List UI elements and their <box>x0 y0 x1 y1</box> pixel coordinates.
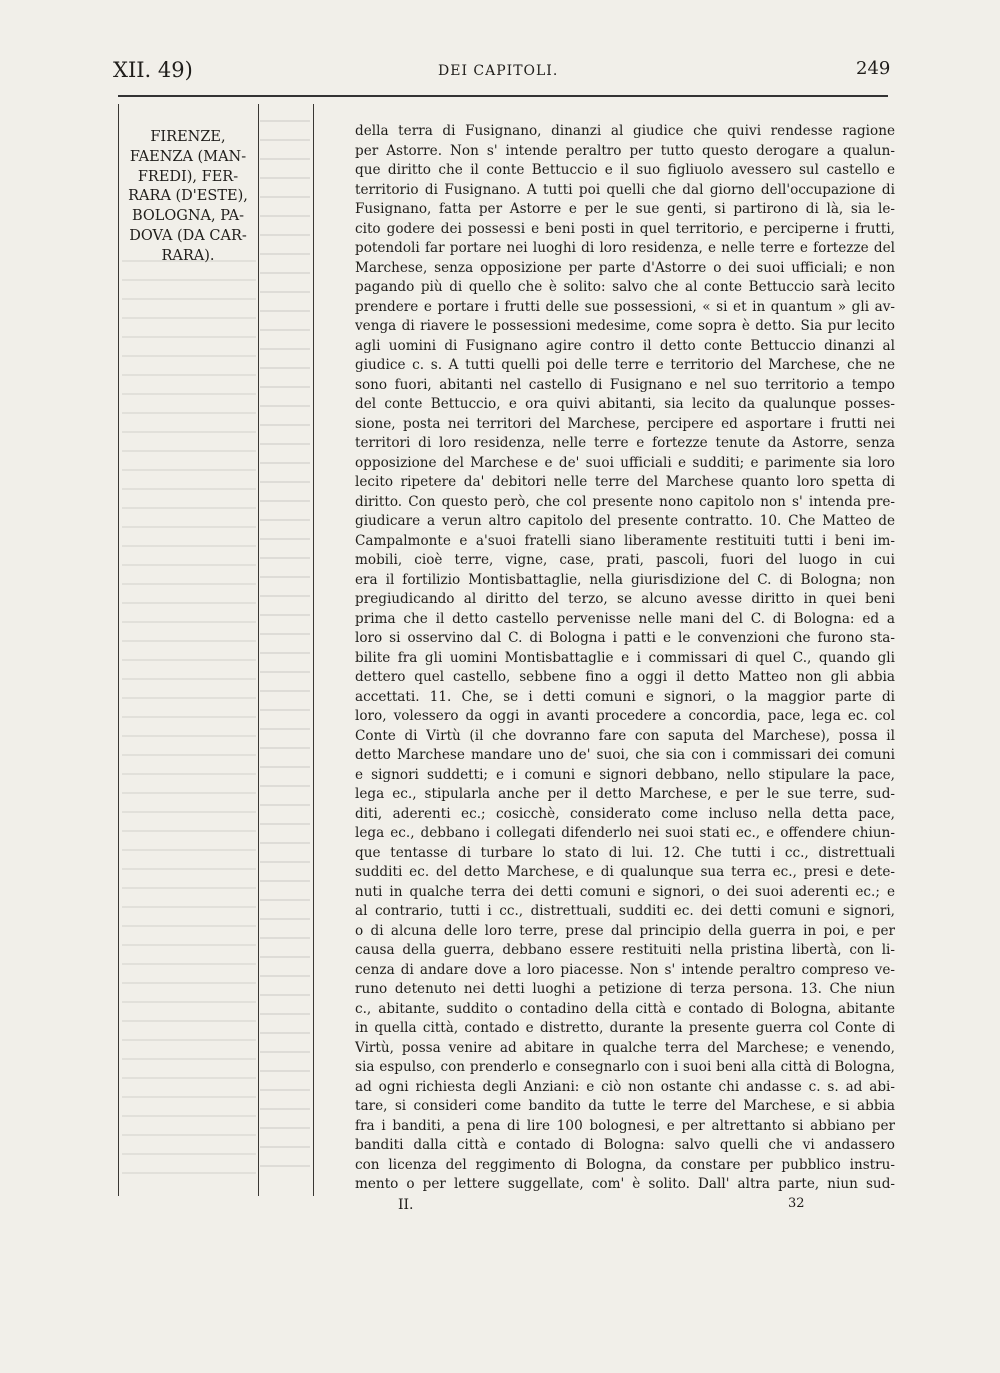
chapter-reference: XII. 49) <box>113 58 193 82</box>
sidenote-line: RARA (D'ESTE), <box>128 188 248 205</box>
text-line: c., abitante, suddito o contadino della città e contado di Bologna, abitante <box>355 1000 895 1017</box>
text-line: territorio di Fusignano. A tutti poi quelli che dal giorno dell'occupazione di <box>355 181 895 198</box>
text-line: con licenza del reggimento di Bologna, da constare per pubblico instru- <box>355 1156 895 1173</box>
text-line: prendere e portare i frutti delle sue possessioni, « si et in quantum » gli av- <box>355 298 895 315</box>
text-line: Marchese, senza opposizione per parte d'Astorre o dei suoi ufficiali; e non <box>355 259 895 276</box>
text-line: cenza di andare dove a loro piacesse. Non s' intende peraltro compreso ve- <box>355 961 895 978</box>
sidenote-line: FREDI), FER- <box>137 168 239 185</box>
running-title: DEI CAPITOLI. <box>438 63 559 79</box>
text-line: accettati. 11. Che, se i detti comuni e signori, o la maggior parte di <box>355 688 895 705</box>
text-line: que tentasse di turbare lo stato di lui. 12. Che tutti i cc., distrettuali <box>355 844 895 861</box>
text-line: in quella città, contado e distretto, durante la presente guerra col Conte di <box>355 1020 895 1036</box>
column-rule-right <box>313 104 314 1196</box>
text-line: per Astorre. Non s' intende peraltro per tutto questo derogare a qualun- <box>355 142 895 159</box>
page-number: 249 <box>856 58 891 79</box>
bleed-through-shadow <box>122 260 256 1190</box>
text-line: lega ec., stipularla anche per il detto Marchese, e per le sue terre, sud- <box>355 786 895 802</box>
text-line: Fusignano, fatta per Astorre e per le sue genti, si partirono di là, sia le- <box>355 201 895 217</box>
column-rule-left <box>118 104 119 1196</box>
text-line: lecito ripetere da' debitori nelle terre del Marchese quanto loro spetta di <box>355 474 895 490</box>
text-line: venga di riavere le possessioni medesime, come sopra è detto. Sia pur lecito <box>355 318 895 334</box>
text-line: sudditi ec. del detto Marchese, e di qualunque sua terra ec., presi e dete- <box>355 864 895 880</box>
text-line: detto Marchese mandare uno de' suoi, che sia con i commissari dei comuni <box>355 747 895 763</box>
text-line: del conte Bettuccio, e ora quivi abitanti, sia lecito da qualunque posses- <box>355 396 895 412</box>
sidenote-line: FAENZA (MAN- <box>129 148 247 165</box>
text-line: potendoli far portare nei luoghi di loro residenza, e nelle terre e fortezze del <box>355 240 895 256</box>
volume-signature: II. <box>398 1197 414 1213</box>
text-line: mento o per lettere suggellate, com' è solito. Dall' altra parte, niun sud- <box>355 1176 895 1192</box>
text-line: Virtù, possa venire ad abitare in qualche terra del Marchese; e venendo, <box>355 1039 895 1056</box>
body-text <box>355 122 895 1195</box>
sidenote-line: BOLOGNA, PA- <box>131 208 245 225</box>
text-line: al contrario, tutti i cc., distrettuali, sudditi ec. dei detti comuni e signori, <box>355 903 895 919</box>
text-line: pregiudicando al diritto del terzo, se alcuno avesse diritto in quei beni <box>355 591 895 607</box>
text-line: cito godere dei possessi e beni posti in quel territorio, e perciperne i frutti, <box>355 220 895 237</box>
text-line: runo detenuto nei detti luoghi a petizione di terza persona. 13. Che niun <box>355 981 895 997</box>
text-line: territori di loro residenza, nelle terre e fortezze tenute da Astorre, senza <box>355 435 895 451</box>
text-line: Campalmonte e a'suoi fratelli siano liberamente restituiti tutti i beni im- <box>355 532 895 549</box>
sidenote-line: RARA). <box>161 247 215 264</box>
text-line: e signori suddetti; e i comuni e signori debbano, nello stipulare la pace, <box>355 766 895 783</box>
text-line: giudicare a verun altro capitolo del presente contratto. 10. Che Matteo de <box>355 513 895 529</box>
margin-sidenote <box>120 128 256 267</box>
header-rule <box>118 95 888 97</box>
text-line: opposizione del Marchese e de' suoi ufficiali e sudditi; e parimente sia loro <box>355 454 895 471</box>
text-line: loro, volessero da oggi in avanti procedere a concordia, pace, lega ec. col <box>355 708 895 724</box>
text-line: o di alcuna delle loro terre, prese dal principio della guerra in poi, e per <box>355 922 895 939</box>
text-line: sione, posta nei territori del Marchese, percipere ed asportare i frutti nei <box>355 415 895 432</box>
text-line: causa della guerra, debbano essere restituiti nella pristina libertà, con li- <box>355 942 895 958</box>
column-rule-middle <box>258 104 259 1196</box>
gathering-signature: 32 <box>788 1196 805 1211</box>
bleed-through-shadow <box>260 120 310 1180</box>
text-line: tare, si consideri come bandito da tutte le terre del Marchese, e si abbia <box>355 1098 895 1114</box>
text-line: giudice c. s. A tutti quelli poi delle terre e territorio del Marchese, che ne <box>355 357 895 373</box>
text-line: Conte di Virtù (il che dovranno fare con saputa del Marchese), possa il <box>355 727 895 744</box>
text-line: nuti in qualche terra dei detti comuni e signori, o dei suoi aderenti ec.; e <box>355 883 895 900</box>
text-line: della terra di Fusignano, dinanzi al giudice che quivi rendesse ragione <box>355 123 895 139</box>
text-line: diti, aderenti ec.; cosicchè, considerato come incluso nella detta pace, <box>355 805 895 822</box>
text-line: sia espulso, con prenderlo e consegnarlo con i suoi beni alla città di Bologna, <box>355 1059 895 1075</box>
text-line: que diritto che il conte Bettuccio e il suo figliuolo avessero sul castello e <box>355 162 895 178</box>
text-line: dettero quel castello, sebbene fino a oggi il detto Matteo non gli abbia <box>355 669 895 685</box>
text-line: banditi dalla città e contado di Bologna: salvo quelli che vi andassero <box>355 1137 895 1153</box>
text-line: era il fortilizio Montisbattaglie, nella giurisdizione del C. di Bologna; non <box>355 571 895 588</box>
text-line: fra i banditi, a pena di lire 100 bolognesi, e per altrettanto si abbiano per <box>355 1117 895 1134</box>
text-line: pagando più di quello che è solito: salvo che al conte Bettuccio sarà lecito <box>355 279 895 295</box>
text-line: diritto. Con questo però, che col presente nono capitolo non s' intenda pre- <box>355 493 895 510</box>
text-line: prima che il detto castello pervenisse nelle mani del C. di Bologna: ed a <box>355 610 895 627</box>
text-line: bilite fra gli uomini Montisbattaglie e i commissari di quel C., quando gli <box>355 649 895 666</box>
text-line: mobili, cioè terre, vigne, case, prati, pascoli, fuori del luogo in cui <box>355 552 895 568</box>
text-line: sono fuori, abitanti nel castello di Fusignano e nel suo territorio a tempo <box>355 376 895 393</box>
sidenote-line: FIRENZE, <box>150 129 226 145</box>
text-line: loro si osservino dal C. di Bologna i patti e le convenzioni che furono sta- <box>355 630 895 646</box>
text-line: agli uomini di Fusignano agire contro il detto conte Bettuccio dinanzi al <box>355 337 895 354</box>
sidenote-line: DOVA (DA CAR- <box>129 227 247 244</box>
text-line: ad ogni richiesta degli Anziani: e ciò non ostante chi andasse c. s. ad abi- <box>355 1078 895 1095</box>
text-line: lega ec., debbano i collegati difenderlo nei suoi stati ec., e offendere chiun- <box>355 825 895 841</box>
